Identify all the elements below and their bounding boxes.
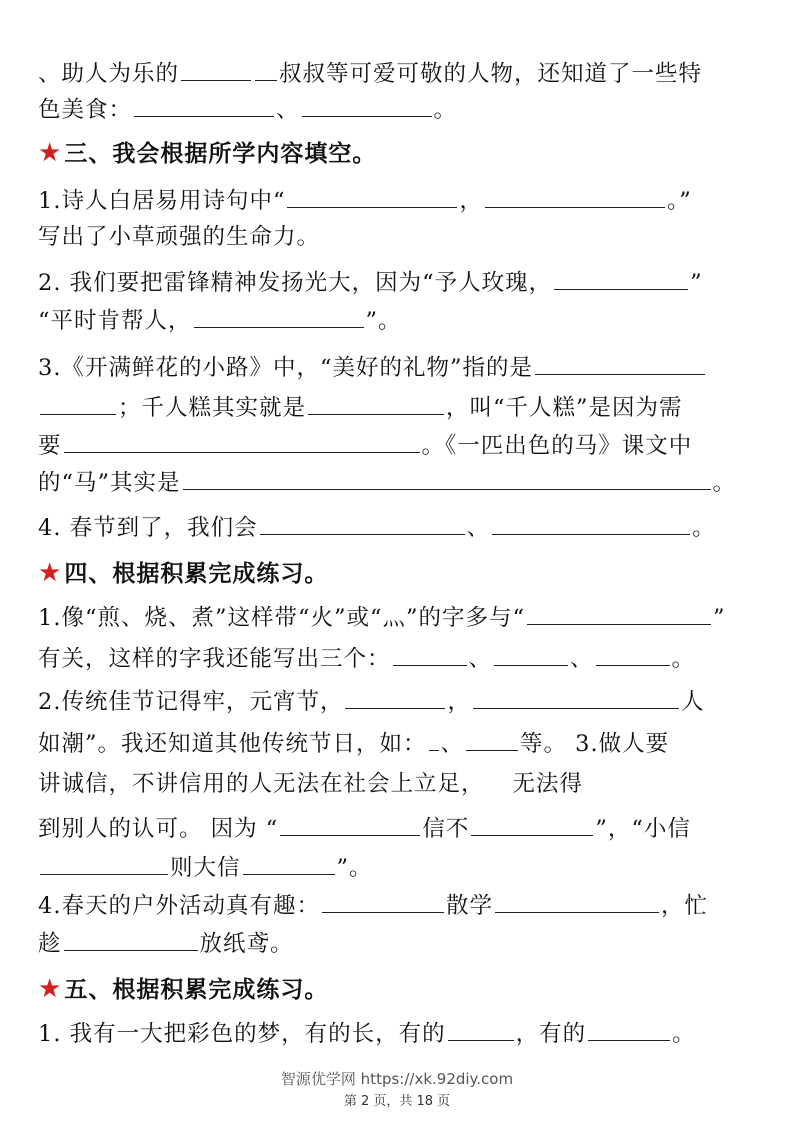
sec4-q4-line1 — [38, 890, 708, 921]
text: 人 — [680, 689, 705, 715]
blank[interactable] — [473, 686, 679, 709]
text: 。” — [667, 188, 692, 214]
text: 、助人为乐的 — [38, 61, 180, 87]
text: 。 — [671, 646, 696, 672]
blank[interactable] — [588, 1018, 670, 1041]
section-3-title: 三、我会根据所学内容填空。 — [64, 141, 377, 167]
blank[interactable] — [302, 94, 432, 117]
blank[interactable] — [494, 643, 568, 666]
text: 无法得 — [512, 771, 584, 797]
text: 、 — [570, 646, 594, 672]
blank[interactable] — [255, 58, 277, 81]
text: 1.诗人白居易用诗句中“ — [38, 188, 286, 214]
text: ”。 — [365, 308, 402, 334]
blank[interactable] — [495, 890, 659, 913]
text: 4.春天的户外活动真有趣： — [38, 893, 320, 919]
blank[interactable] — [181, 58, 251, 81]
text: 色美食： — [38, 97, 133, 123]
text: 要 — [38, 433, 62, 459]
text: 如潮”。我还知道其他传统节日，如： — [38, 731, 427, 757]
blank[interactable] — [308, 392, 444, 415]
blank[interactable] — [183, 467, 711, 490]
text: 信不 — [422, 816, 470, 842]
blank[interactable] — [40, 392, 116, 415]
blank[interactable] — [287, 185, 457, 208]
text: 3.《开满鲜花的小路》中，“美好的礼物”指的是 — [38, 355, 533, 381]
text: 。 — [672, 1021, 696, 1047]
text: ， — [459, 188, 483, 214]
blank[interactable] — [64, 430, 420, 453]
text: 1. 我有一大把彩色的梦，有的长，有的 — [38, 1021, 446, 1047]
sec5-q1-line1 — [38, 1018, 696, 1049]
text: 趁 — [38, 931, 62, 957]
blank[interactable] — [134, 94, 274, 117]
sec3-q3-line2 — [38, 392, 683, 423]
blank[interactable] — [243, 852, 335, 875]
blank[interactable] — [429, 728, 439, 751]
text: 有关，这样的字我还能写出三个： — [38, 646, 391, 672]
text: ，叫“千人糕”是因为需 — [446, 395, 683, 421]
text: ；千人糕其实就是 — [118, 395, 307, 421]
blank[interactable] — [596, 643, 670, 666]
blank[interactable] — [40, 852, 168, 875]
page-number: 第 2 页，共 18 页 — [343, 1094, 451, 1109]
sec3-q3-line3 — [38, 430, 692, 461]
text: 则大信 — [170, 855, 241, 881]
intro-line-1 — [38, 58, 702, 89]
text: 。 — [712, 470, 737, 496]
text: 讲诚信，不讲信用的人无法在社会上立足， — [38, 771, 485, 797]
blank[interactable] — [527, 602, 711, 625]
text: 等。 3.做人要 — [520, 731, 670, 757]
section-5-title: 五、根据积累完成练习。 — [64, 977, 329, 1003]
text: 、 — [276, 97, 300, 123]
text: 的“马”其实是 — [38, 470, 181, 496]
star-icon: ★ — [38, 558, 63, 588]
text: 到别人的认可。 因为 “ — [38, 816, 279, 842]
text: ”。 — [336, 855, 373, 881]
sec4-q3-line3 — [38, 852, 373, 883]
sec4-q3-line2 — [38, 813, 691, 844]
text: 。 — [692, 515, 716, 541]
sec4-q2-line1 — [38, 686, 705, 717]
sec4-q2-line2 — [38, 728, 669, 759]
blank[interactable] — [535, 352, 705, 375]
text: ， — [447, 689, 471, 715]
section-3-heading — [38, 138, 376, 169]
star-icon: ★ — [38, 138, 63, 168]
text: ，忙 — [660, 893, 708, 919]
star-icon: ★ — [38, 974, 63, 1004]
text: ”，“小信 — [595, 816, 691, 842]
sec4-q1-line2 — [38, 643, 695, 674]
blank[interactable] — [194, 305, 364, 328]
text: 1.像“煎、烧、煮”这样带“火”或“灬”的字多与“ — [38, 605, 525, 631]
text: 2.传统佳节记得牢，元宵节， — [38, 689, 344, 715]
section-5-heading — [38, 974, 328, 1005]
sec4-q1-line1 — [38, 602, 726, 633]
sec3-q1-line1 — [38, 185, 692, 216]
blank[interactable] — [471, 813, 593, 836]
text: 、 — [468, 646, 493, 672]
blank[interactable] — [448, 1018, 514, 1041]
blank[interactable] — [280, 813, 420, 836]
text: 4. 春节到了，我们会 — [38, 515, 258, 541]
text: ，有的 — [515, 1021, 587, 1047]
sec3-q2-line2 — [38, 305, 402, 336]
blank[interactable] — [345, 686, 445, 709]
blank[interactable] — [260, 512, 465, 535]
text: ” — [713, 605, 726, 631]
blank[interactable] — [322, 890, 444, 913]
intro-line-2 — [38, 94, 457, 125]
sec3-q3-line4 — [38, 467, 736, 498]
text: 、 — [440, 731, 465, 757]
text: ” — [690, 270, 703, 296]
section-4-title: 四、根据积累完成练习。 — [64, 561, 329, 587]
text: 、 — [466, 515, 491, 541]
sec4-q4-line2 — [38, 928, 294, 959]
text: “平时肯帮人， — [38, 308, 192, 334]
text: 写出了小草顽强的生命力。 — [38, 224, 321, 250]
blank[interactable] — [492, 512, 690, 535]
footer-watermark: 智源优学网 https://xk.92diy.com — [280, 1070, 514, 1088]
blank[interactable] — [554, 267, 688, 290]
blank[interactable] — [393, 643, 467, 666]
sec3-q2-line1 — [38, 267, 703, 298]
text: 。《一匹出色的马》课文中 — [421, 433, 693, 459]
sec3-q1-line2 — [38, 222, 320, 252]
text: 。 — [433, 97, 458, 123]
sec4-q3-line1 — [38, 769, 583, 799]
text: 叔叔等可爱可敬的人物，还知道了一些特 — [279, 61, 703, 87]
sec3-q4-line1 — [38, 512, 716, 543]
text: 散学 — [445, 893, 493, 919]
text: 放纸鸢。 — [199, 931, 294, 957]
blank[interactable] — [64, 928, 198, 951]
text: 2. 我们要把雷锋精神发扬光大，因为“予人玫瑰， — [38, 270, 553, 296]
blank[interactable] — [466, 728, 518, 751]
section-4-heading — [38, 558, 328, 589]
blank[interactable] — [485, 185, 665, 208]
sec3-q3-line1 — [38, 352, 707, 383]
